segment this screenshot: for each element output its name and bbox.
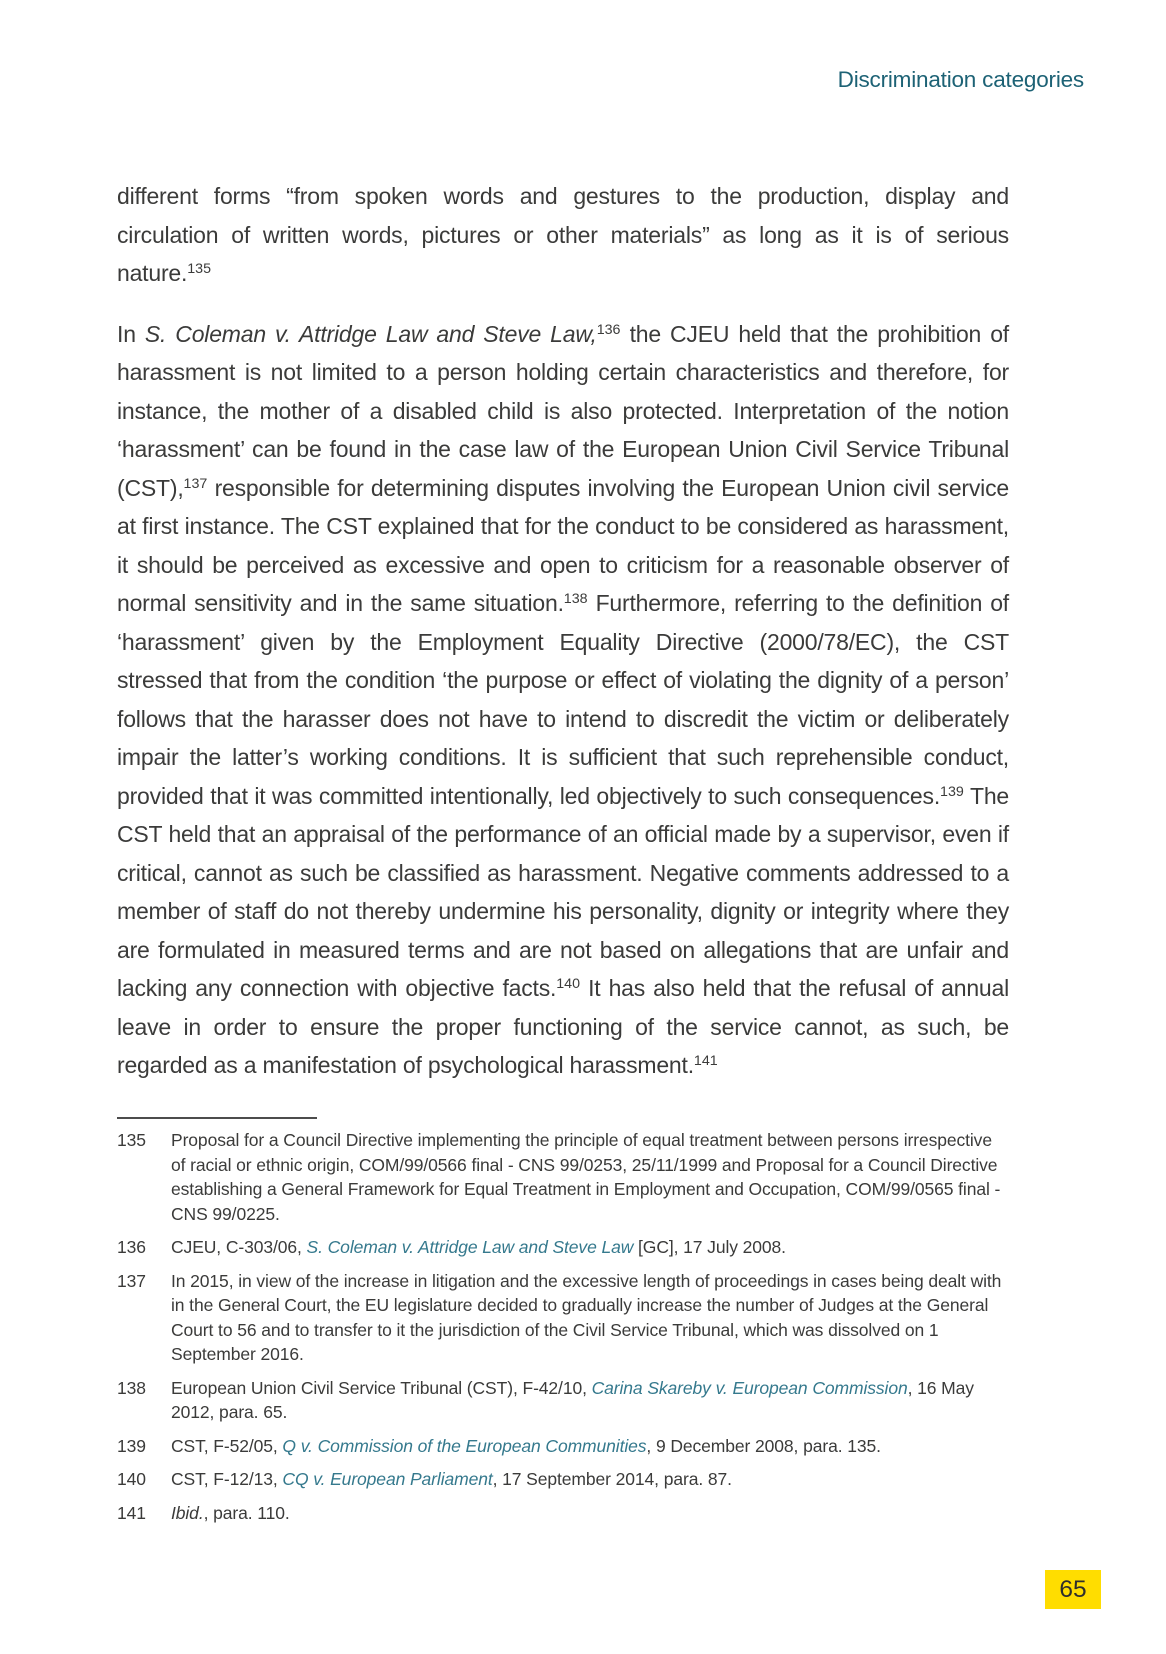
italic-text: S. Coleman v. Attridge Law and Steve Law,	[144, 320, 597, 347]
text-run: The CST held that an appraisal of the performance of an official made by a supervisor, even if critical, cannot as such be classified as harassment. Negative comments addressed to a member of staff do not thereby undermine his personality, dignity or integrity where they are formulated in measured terms and are not based on allegations that are unfair and lacking any connection with objective facts.	[117, 782, 1009, 1001]
paragraph	[117, 177, 1009, 293]
text-run: Furthermore, referring to the definition of ‘harassment’ given by the Employment Equality Directive (2000/78/EC), the CST stressed that from the condition ‘the purpose or effect of violating the dignity of a person’ follows that the harasser does not have to intend to discredit the victim or deliberately impair the latter’s working conditions. It is sufficient that such reprehensible conduct, provided that it was committed intentionally, led objectively to such consequences.	[117, 590, 1009, 809]
footnote-text	[171, 1503, 290, 1523]
footnote-number: 138	[117, 1377, 146, 1398]
footnote-number: 137	[117, 1270, 146, 1291]
footnote-reference: 135	[187, 261, 211, 278]
footnote-text	[171, 1378, 974, 1423]
footnote-text	[171, 1130, 1000, 1224]
footnote-text	[171, 1237, 786, 1257]
footnote-text	[171, 1271, 1001, 1365]
case-law-link[interactable]: Carina Skareby v. European Commission	[591, 1377, 908, 1398]
text-run: In 2015, in view of the increase in litigation and the excessive length of proceedings in cases being dealt with in the General Court, the EU legislature decided to gradually increase the number of Judges at the General Court to 56 and to transfer to it the jurisdiction of the Civil Service Tribunal, which was dissolved on 1 September 2016.	[171, 1270, 1002, 1364]
footnote-item	[117, 1467, 1009, 1492]
page-number-badge: 65	[1045, 1570, 1101, 1609]
footnote-number: 140	[117, 1469, 146, 1489]
italic-text: Ibid.	[171, 1502, 204, 1523]
footnote-item	[117, 1128, 1009, 1226]
text-run: It has also held that the refusal of annual leave in order to ensure the proper functioning of the service cannot, as such, be regarded as a manifestation of psychological harassment.	[117, 975, 1010, 1078]
text-run: different forms “from spoken words and gestures to the production, display and circulation of written words, pictures or other materials” as long as it is of serious nature.	[117, 183, 1009, 286]
text-run: In	[117, 320, 145, 347]
footnote-number: 135	[117, 1130, 146, 1150]
text-run: [GC], 17 July 2008.	[633, 1237, 786, 1257]
footnote-reference: 136	[596, 321, 621, 338]
body-text	[117, 177, 1009, 1107]
case-law-link[interactable]: Q v. Commission of the European Communities	[282, 1435, 647, 1456]
case-law-link[interactable]: CQ v. European Parliament	[282, 1469, 493, 1489]
text-run: , 9 December 2008, para. 135.	[646, 1435, 881, 1456]
footnote-text	[171, 1469, 732, 1489]
footnote-reference: 139	[940, 783, 964, 800]
footnote-item	[117, 1376, 1009, 1425]
footnote-item	[117, 1434, 1009, 1459]
footnote-number: 139	[117, 1435, 146, 1456]
text-run: Proposal for a Council Directive implementing the principle of equal treatment between persons irrespective of racial or ethnic origin, COM/99/0566 final - CNS 99/0253, 25/11/1999 and Proposal for a Council Directive establishing a General Framework for Equal Treatment in Employment and Occupation, COM/99/0565 final - CNS 99/0225.	[171, 1130, 1001, 1224]
paragraph	[117, 315, 1009, 1085]
case-law-link[interactable]: S. Coleman v. Attridge Law and Steve Law	[306, 1237, 634, 1257]
text-run: CST, F-12/13,	[171, 1469, 283, 1489]
text-run: responsible for determining disputes involving the European Union civil service at first instance. The CST explained that for the conduct to be considered as harassment, it should be perceived as excessive and open to criticism for a reasonable observer of normal sensitivity and in the same situation.	[117, 474, 1009, 616]
text-run: European Union Civil Service Tribunal (CST), F-42/10,	[171, 1377, 592, 1398]
footnote-reference: 141	[693, 1053, 718, 1070]
footnote-item	[117, 1235, 1009, 1260]
text-run: , para. 110.	[203, 1502, 290, 1523]
footnote-reference: 140	[556, 976, 581, 993]
text-run: CJEU, C-303/06,	[171, 1237, 307, 1257]
footnote-separator	[117, 1117, 317, 1119]
footnote-reference: 138	[563, 591, 588, 608]
text-run: CST, F-52/05,	[171, 1435, 283, 1456]
footnote-item	[117, 1269, 1009, 1367]
footnote-text	[171, 1436, 881, 1456]
footnotes-list	[117, 1128, 1009, 1525]
footnote-reference: 137	[183, 475, 208, 492]
text-run: , 17 September 2014, para. 87.	[492, 1469, 732, 1489]
text-run: , 16 May 2012, para. 65.	[171, 1377, 974, 1422]
footnotes-section	[117, 1117, 1009, 1534]
text-run: the CJEU held that the prohibition of harassment is not limited to a person holding certain characteristics and therefore, for instance, the mother of a disabled child is also protected. Interpretation of the notion ‘harassment’ can be found in the case law of the European Union Civil Service Tribunal (CST),	[117, 320, 1009, 501]
running-header: Discrimination categories	[837, 67, 1084, 92]
footnote-item	[117, 1501, 1009, 1526]
footnote-number: 136	[117, 1237, 146, 1257]
footnote-number: 141	[117, 1502, 146, 1523]
